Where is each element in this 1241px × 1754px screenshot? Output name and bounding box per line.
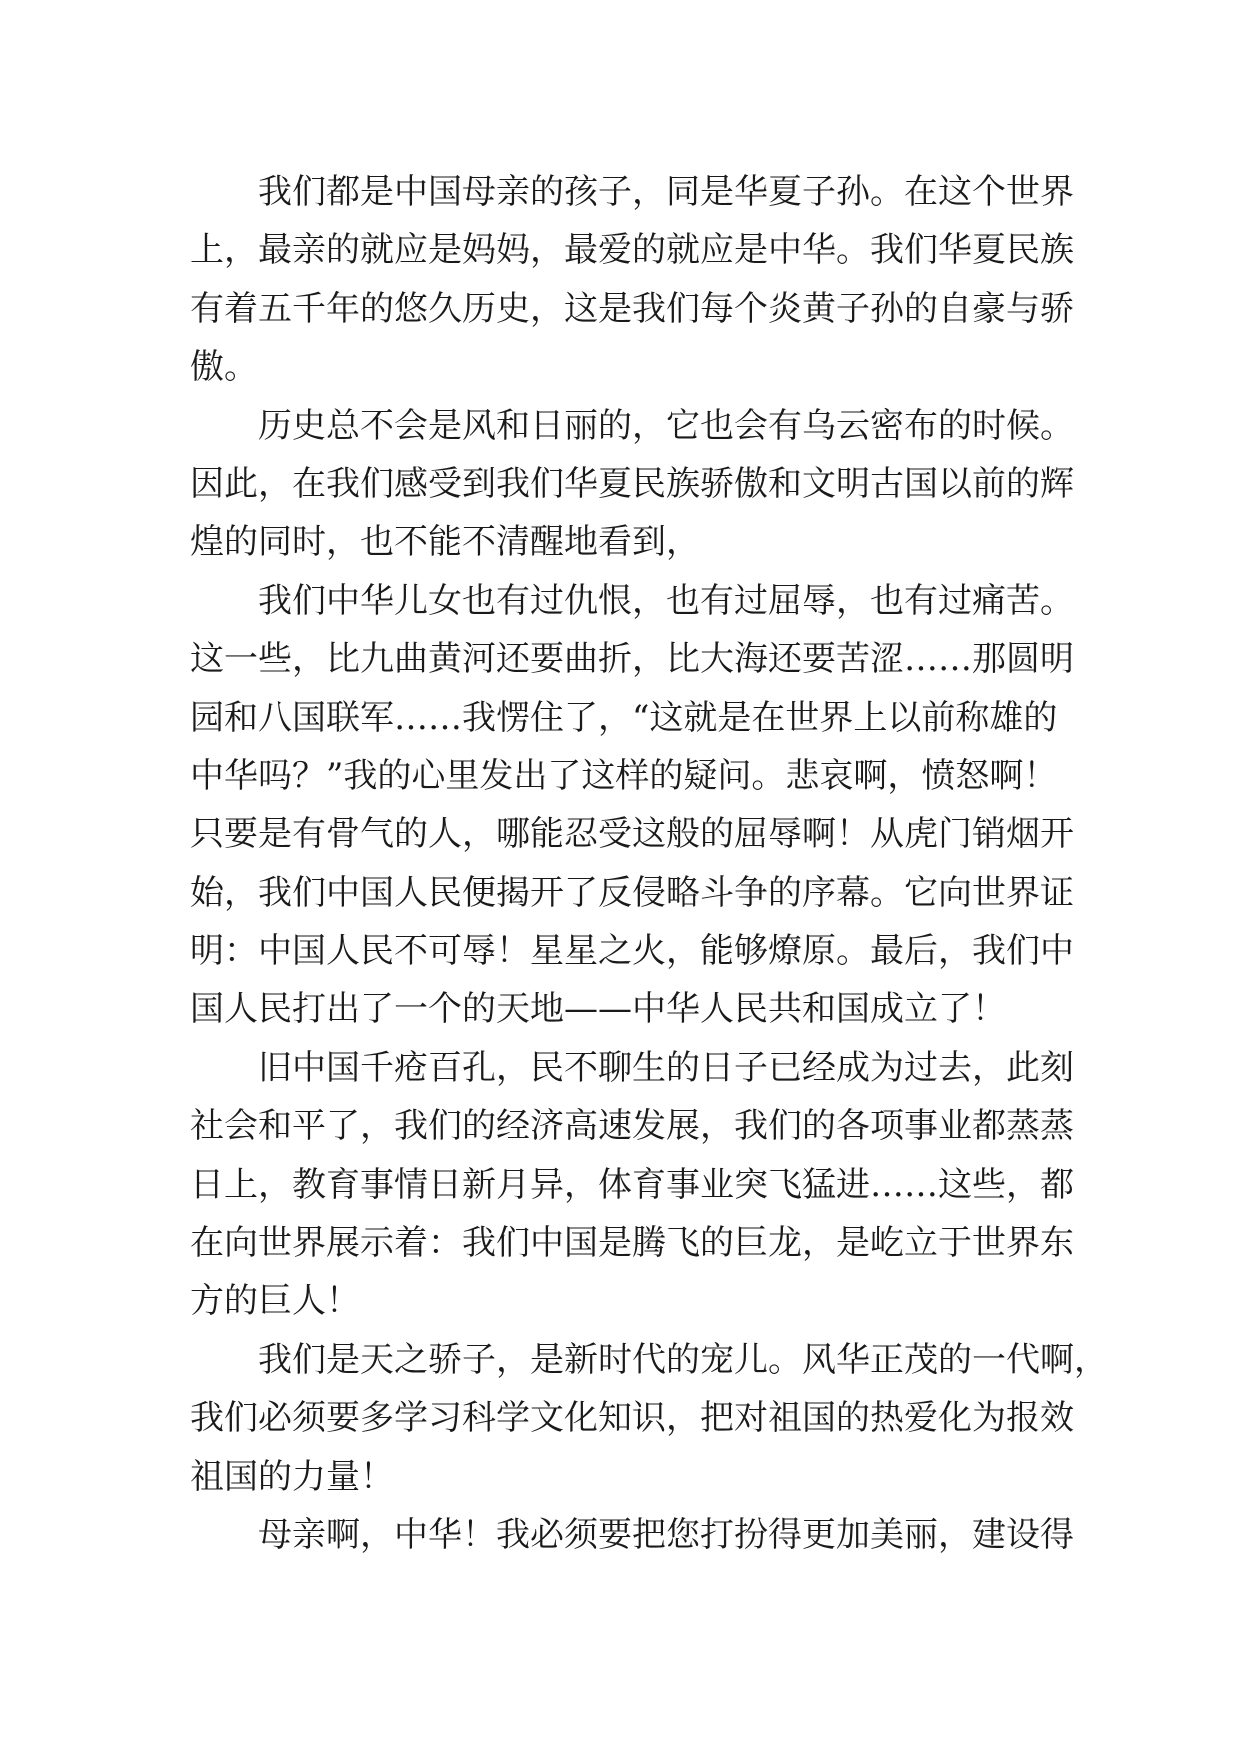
- paragraph-1: [190, 163, 1074, 397]
- text-line: 我们都是中国母亲的孩子，同是华夏子孙。在这个世界: [258, 172, 1074, 212]
- text-line: 因此，在我们感受到我们华夏民族骄傲和文明古国以前的辉: [190, 463, 1074, 504]
- text-line: 社会和平了，我们的经济高速发展，我们的各项事业都蒸蒸: [190, 1106, 1074, 1147]
- text-line: 在向世界展示着：我们中国是腾飞的巨龙，是屹立于世界东: [190, 1223, 1074, 1264]
- text-line: 中华吗？”我的心里发出了这样的疑问。悲哀啊，愤怒啊！: [190, 755, 1058, 796]
- text-line: 这一些，比九曲黄河还要曲折，比大海还要苦涩……那圆明: [190, 639, 1074, 680]
- text-line: 有着五千年的悠久历史，这是我们每个炎黄子孙的自豪与骄: [190, 288, 1074, 329]
- paragraph-5: [190, 1331, 1108, 1506]
- text-line: 上，最亲的就应是妈妈，最爱的就应是中华。我们华夏民族: [190, 230, 1074, 271]
- text-line: 旧中国千疮百孔，民不聊生的日子已经成为过去，此刻: [258, 1047, 1074, 1088]
- paragraph-4: [190, 1039, 1074, 1331]
- text-line: 煌的同时，也不能不清醒地看到，: [190, 522, 700, 563]
- paragraph-6: [190, 1506, 1074, 1564]
- text-line: 母亲啊，中华！我必须要把您打扮得更加美丽，建设得: [258, 1514, 1074, 1555]
- text-line: 始，我们中国人民便揭开了反侵略斗争的序幕。它向世界证: [190, 872, 1074, 913]
- text-line: 园和八国联军……我愣住了，“这就是在世界上以前称雄的: [190, 697, 1058, 738]
- text-line: 傲。: [190, 347, 258, 388]
- text-line: 国人民打出了一个的天地——中华人民共和国成立了！: [190, 989, 1006, 1030]
- text-line: 我们必须要多学习科学文化知识，把对祖国的热爱化为报效: [190, 1398, 1074, 1439]
- text-line: 历史总不会是风和日丽的，它也会有乌云密布的时候。: [258, 405, 1074, 446]
- text-line: 方的巨人！: [190, 1281, 360, 1322]
- text-line: 祖国的力量！: [190, 1456, 394, 1497]
- paragraph-3: [190, 572, 1074, 1039]
- document-page: [190, 163, 1108, 1564]
- text-line: 明：中国人民不可辱！星星之火，能够燎原。最后，我们中: [190, 931, 1074, 972]
- text-line: 日上，教育事情日新月异，体育事业突飞猛进……这些，都: [190, 1164, 1074, 1205]
- text-line: 我们是天之骄子，是新时代的宠儿。风华正茂的一代啊，: [258, 1339, 1108, 1380]
- paragraph-2: [190, 397, 1074, 572]
- text-line: 我们中华儿女也有过仇恨，也有过屈辱，也有过痛苦。: [258, 580, 1074, 621]
- text-line: 只要是有骨气的人，哪能忍受这般的屈辱啊！从虎门销烟开: [190, 814, 1074, 855]
